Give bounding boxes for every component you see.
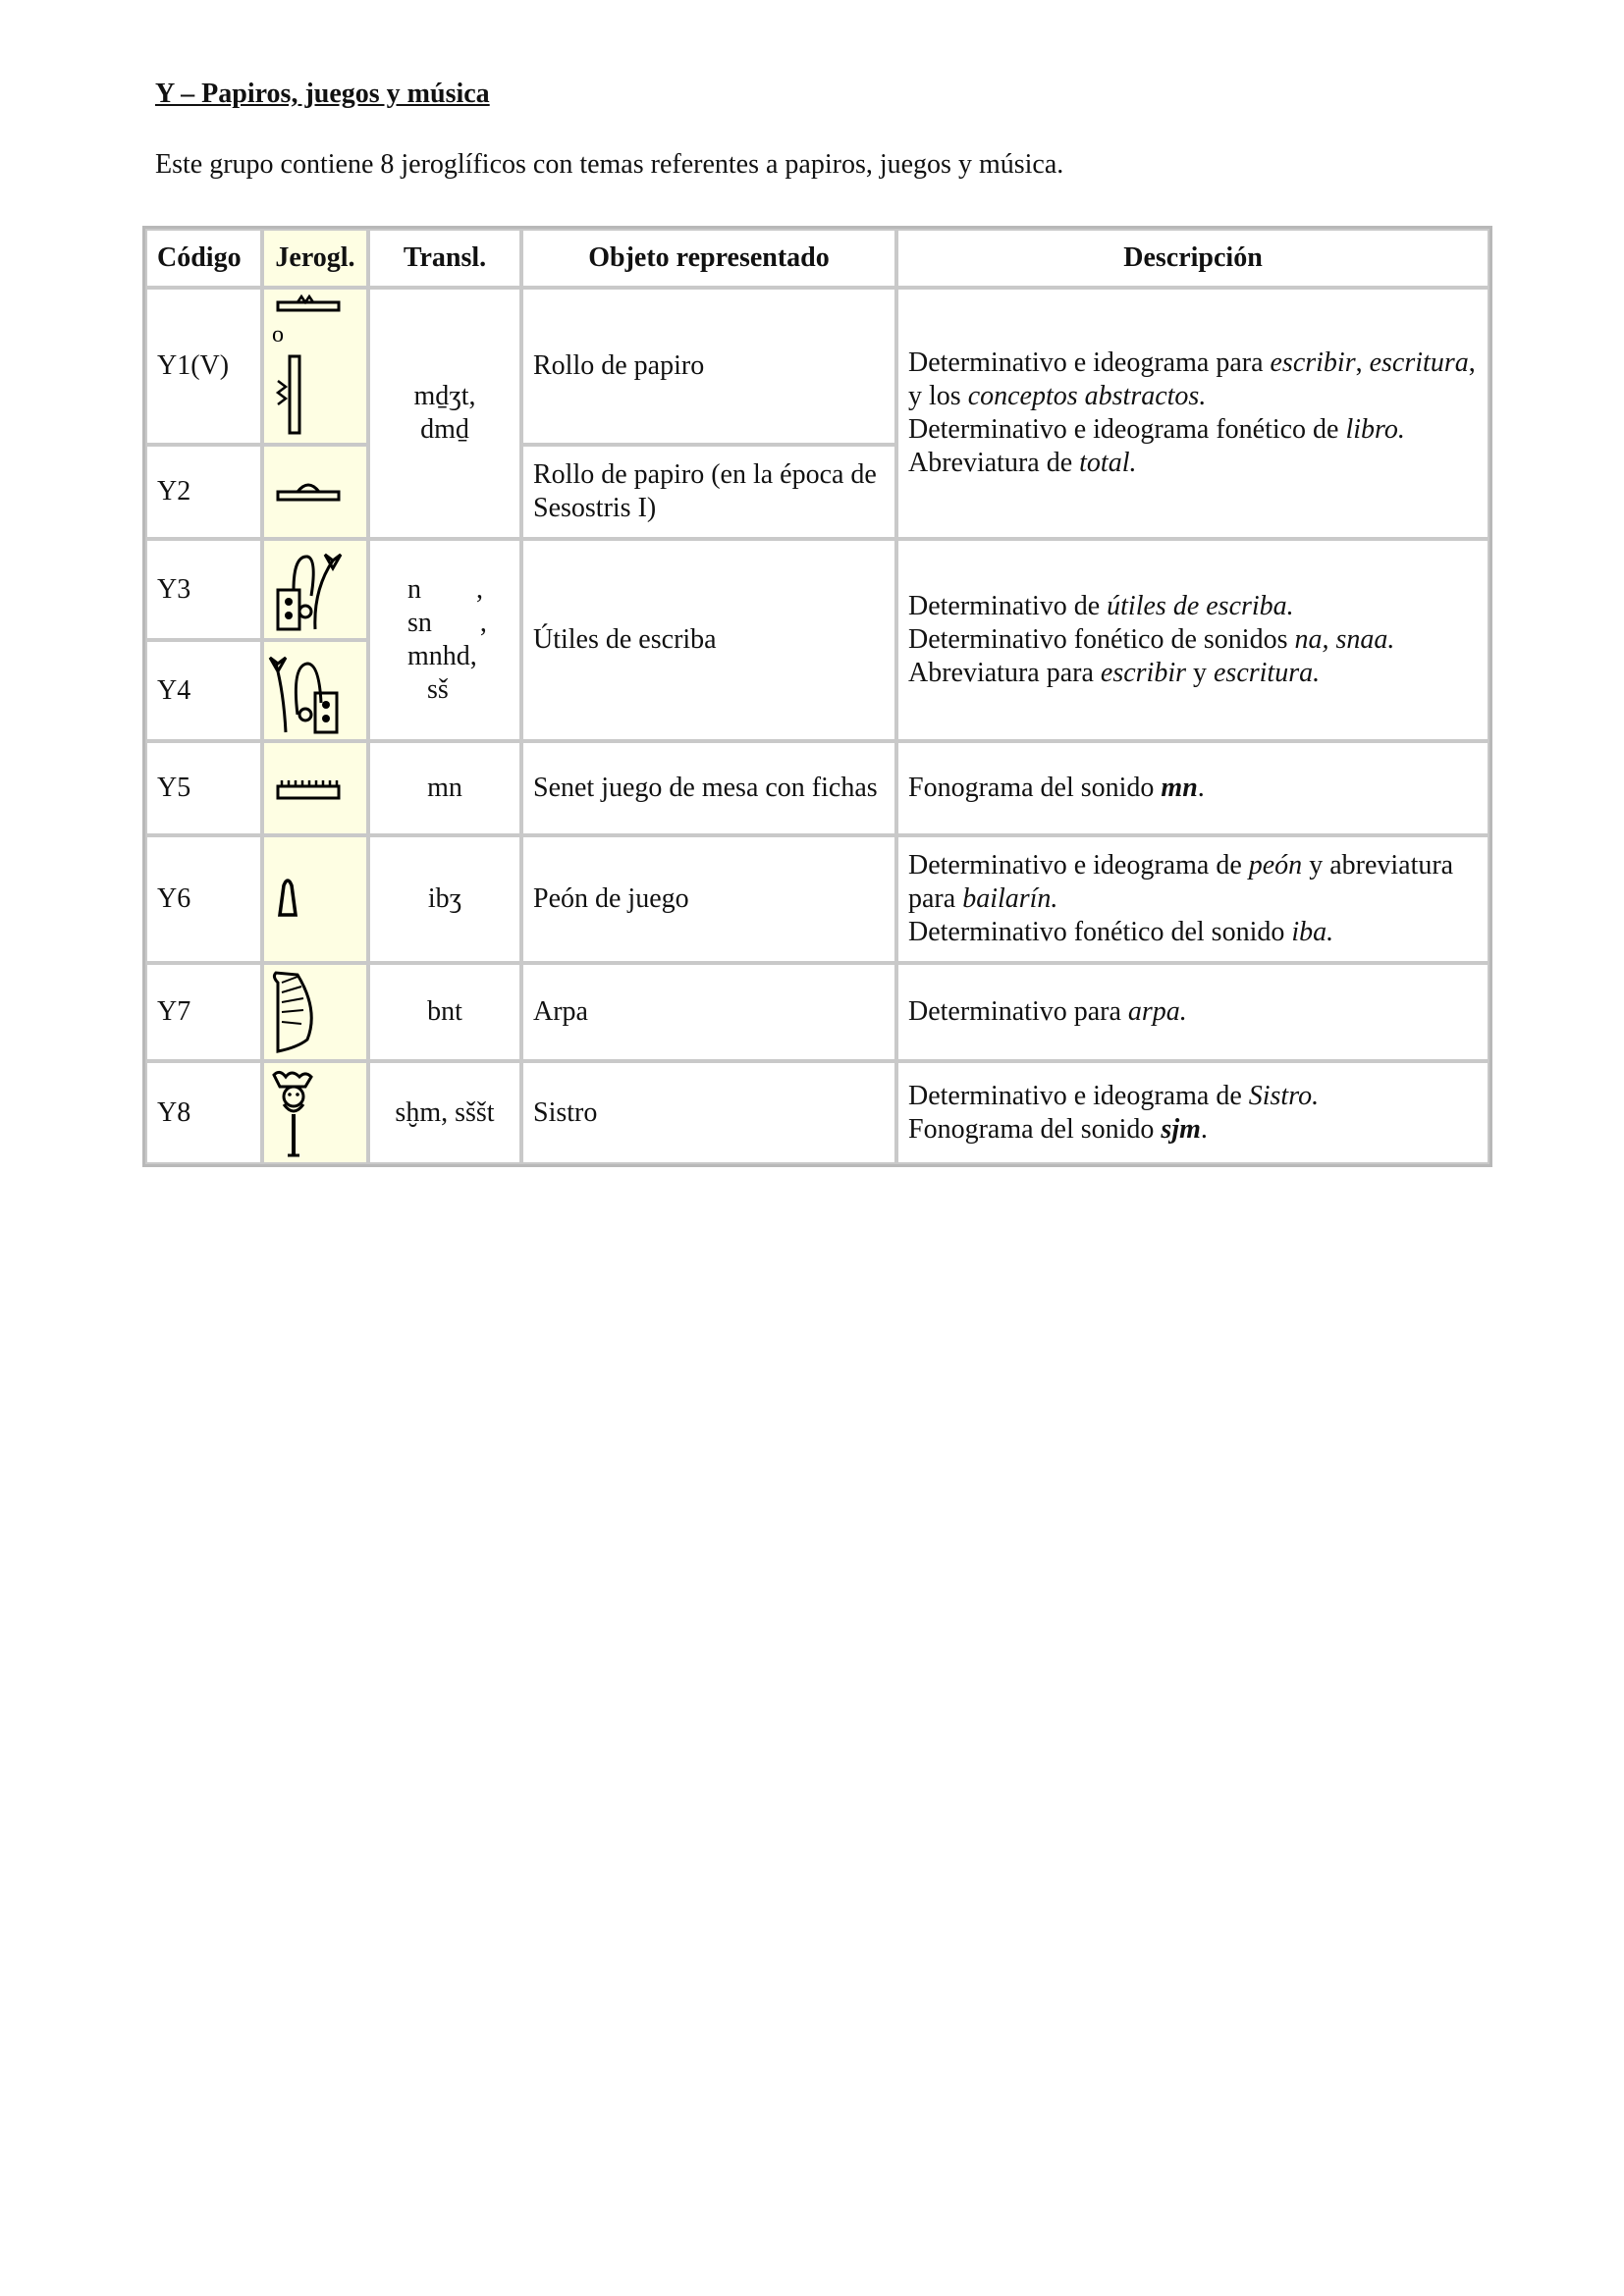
scribe-palette-reversed-icon — [264, 644, 366, 737]
transl-line: sš — [427, 674, 449, 705]
code-cell: Y3 — [145, 539, 262, 640]
desc-italic: conceptos abstractos. — [967, 381, 1207, 411]
desc-text: Determinativo para — [908, 996, 1128, 1027]
desc-text: Fonograma del sonido — [908, 1113, 1162, 1145]
desc-italic: peón — [1248, 850, 1303, 881]
object-cell: Peón de juego — [521, 835, 896, 963]
desc-italic: libro. — [1345, 414, 1405, 445]
desc-text: Determinativo de — [908, 591, 1108, 621]
scribe-palette-icon — [264, 543, 366, 636]
table-row — [145, 963, 1489, 1061]
code-cell: Y1(V) — [145, 288, 262, 445]
papyrus-roll-sealed-vertical-icon — [264, 293, 366, 440]
desc-text: Fonograma del sonido — [908, 773, 1162, 803]
game-piece-icon — [264, 860, 366, 938]
header-glyph: Jerogl. — [262, 229, 368, 288]
description-cell — [896, 288, 1489, 539]
glyph-cell — [262, 445, 368, 539]
glyph-cell — [262, 640, 368, 741]
hieroglyph-table — [142, 226, 1492, 1167]
object-cell: Sistro — [521, 1061, 896, 1164]
desc-text: . — [1197, 773, 1205, 803]
object-cell: Arpa — [521, 963, 896, 1061]
sistrum-icon — [264, 1065, 366, 1161]
header-transl: Transl. — [368, 229, 521, 288]
transl-cell: bnt — [368, 963, 521, 1061]
description-cell — [896, 835, 1489, 963]
desc-italic: na, snaa. — [1294, 624, 1395, 655]
glyph-cell — [262, 1061, 368, 1164]
transl-cell — [368, 288, 521, 539]
intro-paragraph: Este grupo contiene 8 jeroglíficos con temas referentes a papiros, juegos y música. — [155, 149, 1064, 180]
desc-italic: escribir — [1270, 347, 1356, 378]
code-cell: Y4 — [145, 640, 262, 741]
transl-line: mnhd, — [407, 641, 477, 671]
object-cell: Útiles de escriba — [521, 539, 896, 741]
table-row — [145, 288, 1489, 445]
description-cell — [896, 741, 1489, 835]
glyph-cell — [262, 963, 368, 1061]
desc-italic: escribir — [1100, 658, 1186, 688]
desc-italic: escritura. — [1214, 658, 1321, 688]
code-cell: Y8 — [145, 1061, 262, 1164]
desc-text: . — [1200, 1113, 1208, 1145]
code-cell: Y6 — [145, 835, 262, 963]
glyph-cell — [262, 539, 368, 640]
desc-bold-italic: sjm — [1161, 1113, 1201, 1145]
description-cell — [896, 1061, 1489, 1164]
header-description: Descripción — [896, 229, 1489, 288]
table-row — [145, 1061, 1489, 1164]
transl-line: n , — [407, 574, 483, 605]
papyrus-roll-sealed-icon — [264, 462, 366, 521]
description-cell — [896, 539, 1489, 741]
desc-text: Determinativo fonético del sonido — [908, 917, 1292, 947]
object-cell: Rollo de papiro — [521, 288, 896, 445]
harp-icon — [264, 967, 366, 1057]
table-row — [145, 835, 1489, 963]
desc-text: Determinativo e ideograma de — [908, 850, 1249, 881]
desc-text: Determinativo e ideograma de — [908, 1080, 1249, 1111]
desc-italic: bailarín. — [962, 883, 1058, 914]
transl-line: sn , — [407, 608, 487, 638]
desc-text: Abreviatura de — [908, 448, 1080, 478]
object-cell: Senet juego de mesa con fichas — [521, 741, 896, 835]
desc-text: y abreviatura para — [908, 850, 1454, 914]
table-row — [145, 539, 1489, 640]
code-cell: Y7 — [145, 963, 262, 1061]
object-cell: Rollo de papiro (en la época de Sesostris I) — [521, 445, 896, 539]
transl-cell: sḫm, sššt — [368, 1061, 521, 1164]
glyph-cell — [262, 288, 368, 445]
desc-italic: iba. — [1291, 917, 1334, 947]
transl-line: dmḏ — [420, 414, 469, 445]
desc-italic: total. — [1079, 448, 1137, 478]
header-object: Objeto representado — [521, 229, 896, 288]
transl-line: mḏʒt, — [413, 381, 476, 411]
description-cell — [896, 963, 1489, 1061]
header-code: Código — [145, 229, 262, 288]
desc-text: Determinativo fonético de sonidos — [908, 624, 1295, 655]
glyph-mark: o — [272, 322, 284, 347]
desc-text: , y los — [908, 347, 1476, 411]
desc-text: , — [1355, 347, 1370, 378]
code-cell: Y5 — [145, 741, 262, 835]
desc-text: Determinativo e ideograma para — [908, 347, 1271, 378]
glyph-cell — [262, 835, 368, 963]
desc-italic: útiles de escriba. — [1107, 591, 1294, 621]
table-row — [145, 741, 1489, 835]
desc-bold-italic: mn — [1161, 773, 1198, 803]
senet-board-icon — [264, 759, 366, 818]
desc-italic: Sistro. — [1248, 1080, 1320, 1111]
desc-italic: arpa. — [1127, 996, 1187, 1027]
transl-cell — [368, 539, 521, 741]
glyph-cell — [262, 741, 368, 835]
table-header-row — [145, 229, 1489, 288]
transl-cell: ibʒ — [368, 835, 521, 963]
desc-text: Abreviatura para — [908, 658, 1101, 688]
desc-text: Determinativo e ideograma fonético de — [908, 414, 1346, 445]
desc-text: y — [1186, 658, 1214, 688]
transl-cell: mn — [368, 741, 521, 835]
desc-italic: escritura — [1369, 347, 1469, 378]
section-heading: Y – Papiros, juegos y música — [155, 79, 490, 109]
code-cell: Y2 — [145, 445, 262, 539]
